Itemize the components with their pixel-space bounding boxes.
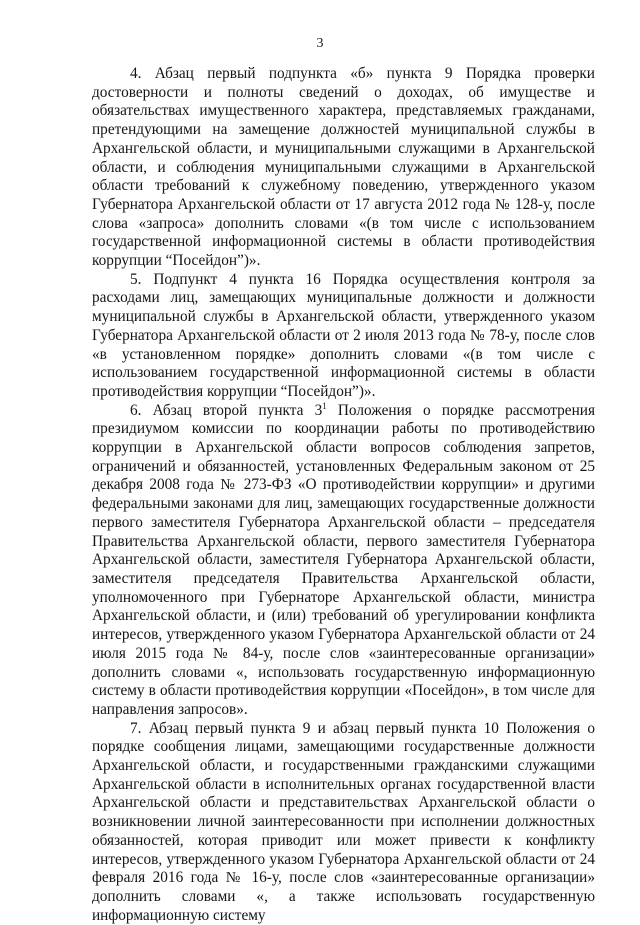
paragraph-4: 4. Абзац первый подпункта «б» пункта 9 Порядка проверки достоверности и полноты сведений о доходах, об имуществе и обязательствах имущественного характера, представляемых гражданами, претендующими на замещение должностей муниципальной службы в Архангельской области, и муниципальными служащими в Архангельской области, и соблюдения муниципальными служащими в Архангельской области требований к служебному поведению, утвержденного указом Губернатора Архангельской области от 17 августа 2012 года № 128-у, после слова «запроса» дополнить словами «(в том числе с использованием государственной информационной системы в области противодействия коррупции “Посейдон”)».	[92, 65, 595, 270]
paragraph-6-rest: Положения о порядке рассмотрения президиумом комиссии по координации работы по противодействию коррупции в Архангельской области вопросов соблюдения запретов, ограничений и обязанностей, установленных Федеральным законом от 25 декабря 2008 года № 273-ФЗ «О противодействии коррупции» и другими федеральными законами для лиц, замещающих государственные должности первого заместителя Губернатора Архангельской области – председателя Правительства Архангельской области, первого заместителя Губернатора Архангельской области, заместителя Губернатора Архангельской области, заместителя председателя Правительства Архангельской области, уполномоченного при Губернаторе Архангельской области, министра Архангельской области, и (или) требований об урегулировании конфликта интересов, утвержденного указом Губернатора Архангельской области от 24 июля 2015 года № 84-у, после слов «заинтересованные организации» дополнить словами «, использовать государственную информационную систему в области противодействия коррупции «Посейдон», в том числе для направления запросов».	[92, 401, 595, 718]
superscript-index: 1	[322, 400, 327, 411]
document-body	[92, 65, 595, 925]
paragraph-6-start: 6. Абзац второй пункта 3	[130, 401, 323, 419]
page-number: 3	[316, 36, 324, 51]
paragraph-6	[92, 402, 595, 720]
paragraph-5: 5. Подпункт 4 пункта 16 Порядка осуществления контроля за расходами лиц, замещающих муниципальные должности и должности муниципальной службы в Архангельской области, утвержденного указом Губернатора Архангельской области от 2 июля 2013 года № 78-у, после слов «в установленном порядке» дополнить словами «(в том числе с использованием государственной информационной системы в области противодействия коррупции “Посейдон”)».	[92, 270, 595, 400]
paragraph-7: 7. Абзац первый пункта 9 и абзац первый пункта 10 Положения о порядке сообщения лицами, замещающими государственные должности Архангельской области, и государственными гражданскими служащими Архангельской области в исполнительных органах государственной власти Архангельской области и представительствах Архангельской области о возникновении личной заинтересованности при исполнении должностных обязанностей, которая приводит или может привести к конфликту интересов, утвержденного указом Губернатора Архангельской области от 24 февраля 2016 года № 16-у, после слов «заинтересованные организации» дополнить словами «, а также использовать государственную информационную систему	[92, 719, 595, 924]
